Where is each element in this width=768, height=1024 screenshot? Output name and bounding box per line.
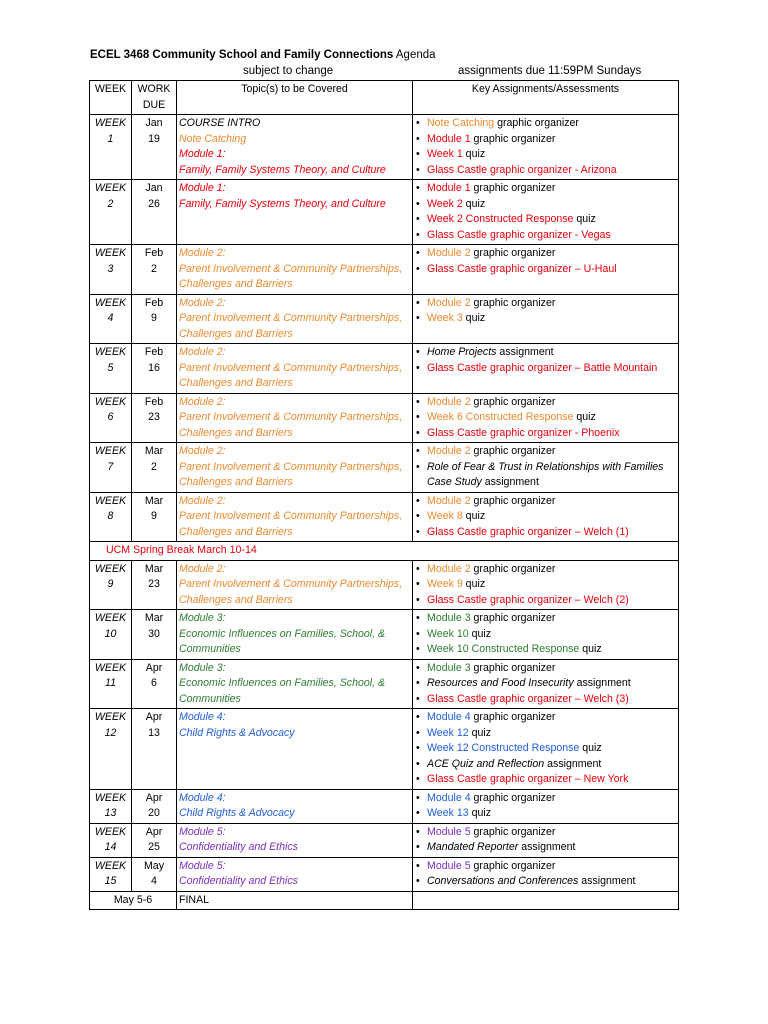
topic-line: Module 4: xyxy=(179,791,226,804)
assignment-list xyxy=(415,181,676,243)
assignment-text: Conversations and Conferences xyxy=(427,875,579,887)
assignment-text: Module 1 xyxy=(427,132,471,145)
assignment-item xyxy=(415,444,676,460)
due-month: Mar xyxy=(144,562,164,575)
table-header-row xyxy=(90,81,679,115)
assignment-text: graphic organizer xyxy=(470,791,556,804)
assignment-text: Module 3 xyxy=(427,612,471,624)
week-cell: WEEK 3 xyxy=(90,245,132,295)
due-month: Apr xyxy=(145,791,163,804)
work-due-cell xyxy=(132,823,177,857)
assignment-list xyxy=(415,710,676,788)
topic-line: Module 5: xyxy=(179,859,226,872)
assignment-text: Module 2 xyxy=(427,445,471,457)
assignment-list xyxy=(415,562,676,609)
work-due-cell xyxy=(132,492,177,542)
week-cell: WEEK 10 xyxy=(90,610,132,660)
topic-line: Parent Involvement & Community Partnerships, xyxy=(179,262,403,275)
assignment-text: Glass Castle graphic organizer – New York xyxy=(427,773,629,785)
assignment-item xyxy=(415,825,676,841)
assignment-text: Module 2 xyxy=(427,562,471,575)
week-cell: WEEK 6 xyxy=(90,393,132,443)
work-due-cell xyxy=(132,245,177,295)
table-row xyxy=(90,492,679,542)
table-body xyxy=(90,115,679,910)
due-month: Jan xyxy=(145,117,163,129)
assignment-item xyxy=(415,494,676,510)
assignment-list xyxy=(415,825,676,856)
topic-line: Child Rights & Advocacy xyxy=(179,726,295,739)
assignment-text: quiz xyxy=(579,742,602,754)
assignment-item xyxy=(415,741,676,757)
work-due-cell xyxy=(132,610,177,660)
assignment-text: graphic organizer xyxy=(470,711,556,723)
assignments-cell xyxy=(413,344,679,394)
col-header-topics: Topic(s) to be Covered xyxy=(177,81,413,115)
assignment-text: Week 6 Constructed Response xyxy=(427,411,574,423)
assignments-cell xyxy=(413,443,679,493)
final-assignments-cell xyxy=(413,891,679,910)
subtitle-right: assignments due 11:59PM Sundays xyxy=(458,65,642,77)
assignment-item xyxy=(415,642,676,658)
assignment-text: Glass Castle graphic organizer – Welch (2) xyxy=(427,593,629,606)
assignment-text: Glass Castle graphic organizer – U-Haul xyxy=(427,262,617,275)
week-cell: WEEK 2 xyxy=(90,180,132,245)
week-cell: WEEK 12 xyxy=(90,709,132,790)
assignment-text: quiz xyxy=(573,213,596,225)
assignment-text: quiz xyxy=(462,510,486,522)
topics-cell xyxy=(177,344,413,394)
assignment-item xyxy=(415,791,676,807)
due-month: Mar xyxy=(144,445,164,457)
assignment-text: Week 12 xyxy=(427,726,469,739)
due-month: Feb xyxy=(144,346,164,358)
agenda-table xyxy=(89,80,679,910)
assignment-text: Module 5 xyxy=(427,859,471,872)
topic-line: Module 3: xyxy=(179,661,226,674)
assignment-text: graphic organizer xyxy=(470,612,556,624)
topics-cell xyxy=(177,180,413,245)
assignment-item xyxy=(415,262,676,278)
assignment-item xyxy=(415,181,676,197)
work-due-cell xyxy=(132,393,177,443)
topic-line: Confidentiality and Ethics xyxy=(179,875,298,887)
assignment-item xyxy=(415,410,676,426)
assignment-text: graphic organizer xyxy=(470,661,556,674)
assignments-cell xyxy=(413,393,679,443)
topics-cell xyxy=(177,823,413,857)
topic-line: Parent Involvement & Community Partnerships, xyxy=(179,578,403,590)
table-row xyxy=(90,294,679,344)
due-day: 6 xyxy=(151,677,157,689)
assignment-item xyxy=(415,757,676,773)
week-cell: WEEK 9 xyxy=(90,560,132,610)
topics-cell xyxy=(177,857,413,891)
assignment-text: quiz xyxy=(468,807,492,819)
assignments-cell xyxy=(413,560,679,610)
assignment-text: graphic organizer xyxy=(494,117,579,129)
due-day: 23 xyxy=(148,578,160,590)
table-row xyxy=(90,115,679,180)
assignment-text: assignment xyxy=(578,875,636,887)
title-bold: ECEL 3468 Community School and Family Connections xyxy=(90,49,394,61)
work-due-cell xyxy=(132,560,177,610)
assignment-item xyxy=(415,395,676,411)
table-row xyxy=(90,823,679,857)
topic-line: Module 2: xyxy=(179,562,226,575)
work-due-cell xyxy=(132,115,177,180)
col-header-work-due: WORK DUE xyxy=(132,81,177,115)
topic-line: Parent Involvement & Community Partnerships, xyxy=(179,460,403,473)
topic-line: Family, Family Systems Theory, and Culture xyxy=(179,197,386,210)
assignments-cell xyxy=(413,115,679,180)
assignment-text: Module 2 xyxy=(427,395,471,408)
due-day: 16 xyxy=(148,361,160,374)
subtitle-left: subject to change xyxy=(243,65,334,77)
assignment-text: graphic organizer xyxy=(470,562,556,575)
assignment-text: Glass Castle graphic organizer - Vegas xyxy=(427,228,611,241)
assignment-text: Glass Castle graphic organizer - Arizona xyxy=(427,163,617,176)
document-header xyxy=(90,47,680,79)
topic-line: Module 2: xyxy=(179,445,226,457)
assignment-text: Module 3 xyxy=(427,661,471,674)
due-month: Feb xyxy=(144,247,164,259)
topics-cell xyxy=(177,294,413,344)
assignment-text: quiz xyxy=(468,627,492,640)
topics-cell xyxy=(177,115,413,180)
assignment-text: Glass Castle graphic organizer – Welch (3) xyxy=(427,692,629,705)
topic-line: Module 3: xyxy=(179,612,226,624)
week-cell: WEEK 1 xyxy=(90,115,132,180)
due-day: 9 xyxy=(151,510,157,522)
assignment-text: Module 2 xyxy=(427,247,471,259)
assignment-text: assignment xyxy=(518,841,576,853)
topic-line: Note Catching xyxy=(179,132,247,145)
assignment-text: Home Projects xyxy=(427,346,497,358)
work-due-cell xyxy=(132,344,177,394)
due-month: May xyxy=(143,859,164,872)
table-row xyxy=(90,393,679,443)
assignment-item xyxy=(415,874,676,890)
due-day: 9 xyxy=(151,312,157,324)
assignment-list xyxy=(415,611,676,658)
topic-line: Module 1: xyxy=(179,182,226,194)
assignment-text: Mandated Reporter xyxy=(427,841,519,853)
assignment-list xyxy=(415,345,676,376)
final-date: May 5-6 xyxy=(90,891,177,910)
week-cell: WEEK 14 xyxy=(90,823,132,857)
topic-line: Child Rights & Advocacy xyxy=(179,807,295,819)
table-row xyxy=(90,659,679,709)
table-row xyxy=(90,443,679,493)
due-day: 4 xyxy=(151,875,157,887)
due-day: 2 xyxy=(151,460,157,473)
assignment-text: ACE Quiz and Reflection xyxy=(427,757,545,770)
assignment-list xyxy=(415,444,676,491)
topics-cell xyxy=(177,245,413,295)
topics-cell xyxy=(177,560,413,610)
assignment-item xyxy=(415,661,676,677)
assignment-item xyxy=(415,806,676,822)
assignments-cell xyxy=(413,610,679,660)
assignment-text: Week 1 xyxy=(427,148,463,160)
topic-line: Parent Involvement & Community Partnerships, xyxy=(179,411,403,423)
assignment-text: Note Catching xyxy=(427,117,495,129)
assignment-text: Glass Castle graphic organizer – Battle Mountain xyxy=(427,361,658,374)
assignment-text: quiz xyxy=(573,411,596,423)
assignment-item xyxy=(415,692,676,708)
work-due-cell xyxy=(132,857,177,891)
topics-cell xyxy=(177,709,413,790)
due-day: 30 xyxy=(148,627,160,640)
due-day: 13 xyxy=(148,726,160,739)
table-row xyxy=(90,245,679,295)
topic-line: Challenges and Barriers xyxy=(179,327,293,340)
topic-line: Challenges and Barriers xyxy=(179,278,293,290)
col-header-assignments: Key Assignments/Assessments xyxy=(413,81,679,115)
topics-cell xyxy=(177,393,413,443)
assignments-cell xyxy=(413,659,679,709)
assignments-cell xyxy=(413,823,679,857)
assignment-list xyxy=(415,246,676,277)
topic-line: Module 5: xyxy=(179,825,226,838)
topic-line: Challenges and Barriers xyxy=(179,525,293,538)
assignment-item xyxy=(415,460,676,491)
topic-line: Family, Family Systems Theory, and Culture xyxy=(179,163,386,176)
topics-cell xyxy=(177,443,413,493)
assignment-text: graphic organizer xyxy=(470,182,556,194)
assignments-cell xyxy=(413,789,679,823)
topic-line: Challenges and Barriers xyxy=(179,426,293,439)
assignment-text: assignment xyxy=(573,677,631,689)
assignment-item xyxy=(415,163,676,179)
assignment-text: Module 2 xyxy=(427,296,471,309)
assignment-text: graphic organizer xyxy=(470,296,556,309)
col-header-week: WEEK xyxy=(90,81,132,115)
due-month: Apr xyxy=(145,825,163,838)
assignment-item xyxy=(415,577,676,593)
assignment-text: graphic organizer xyxy=(470,825,556,838)
assignment-item xyxy=(415,147,676,163)
due-month: Apr xyxy=(145,661,163,674)
assignment-item xyxy=(415,132,676,148)
assignment-text: assignment xyxy=(481,476,539,488)
topic-line: Module 2: xyxy=(179,247,226,259)
assignment-text: Module 4 xyxy=(427,791,471,804)
topic-line: Module 2: xyxy=(179,494,226,507)
assignment-text: assignment xyxy=(544,757,602,770)
assignment-text: Module 1 xyxy=(427,182,471,194)
week-cell: WEEK 5 xyxy=(90,344,132,394)
assignment-item xyxy=(415,525,676,541)
work-due-cell xyxy=(132,709,177,790)
work-due-cell xyxy=(132,294,177,344)
topic-line: Module 2: xyxy=(179,296,226,309)
topics-cell xyxy=(177,610,413,660)
week-cell: WEEK 8 xyxy=(90,492,132,542)
assignment-item xyxy=(415,197,676,213)
assignment-text: Week 10 xyxy=(427,627,469,640)
assignment-text: Glass Castle graphic organizer – Welch (1) xyxy=(427,525,629,538)
table-row xyxy=(90,610,679,660)
topic-line: COURSE INTRO xyxy=(179,117,261,129)
assignment-item xyxy=(415,859,676,875)
assignment-item xyxy=(415,676,676,692)
assignment-text: Week 13 xyxy=(427,807,469,819)
assignment-text: quiz xyxy=(579,643,602,655)
topics-cell xyxy=(177,789,413,823)
due-month: Feb xyxy=(144,296,164,309)
assignments-cell xyxy=(413,180,679,245)
table-row xyxy=(90,560,679,610)
work-due-cell xyxy=(132,659,177,709)
week-cell: WEEK 13 xyxy=(90,789,132,823)
assignment-text: Week 9 xyxy=(427,578,463,590)
assignment-text: Role of Fear & Trust in Relationships with Families Case Study xyxy=(427,460,664,488)
topics-cell xyxy=(177,492,413,542)
assignment-text: Resources and Food Insecurity xyxy=(427,677,574,689)
due-day: 19 xyxy=(148,132,160,145)
topic-line: Confidentiality and Ethics xyxy=(179,841,298,853)
due-month: Feb xyxy=(144,395,164,408)
due-month: Jan xyxy=(145,182,163,194)
assignment-text: graphic organizer xyxy=(470,445,556,457)
topic-line: Challenges and Barriers xyxy=(179,476,293,488)
assignment-list xyxy=(415,859,676,890)
table-row xyxy=(90,709,679,790)
topics-cell xyxy=(177,659,413,709)
due-month: Mar xyxy=(144,612,164,624)
assignment-item xyxy=(415,296,676,312)
assignment-text: Week 10 Constructed Response xyxy=(427,643,580,655)
topic-line: Parent Involvement & Community Partnerships, xyxy=(179,510,403,522)
assignments-cell xyxy=(413,857,679,891)
assignment-text: quiz xyxy=(462,148,486,160)
due-day: 23 xyxy=(148,411,160,423)
topic-line: Module 2: xyxy=(179,395,226,408)
assignment-item xyxy=(415,228,676,244)
document-title xyxy=(90,47,680,63)
work-due-cell xyxy=(132,180,177,245)
assignment-text: Module 5 xyxy=(427,825,471,838)
assignment-item xyxy=(415,246,676,262)
assignment-text: Week 12 Constructed Response xyxy=(427,742,580,754)
assignment-list xyxy=(415,395,676,442)
assignment-text: Glass Castle graphic organizer - Phoenix xyxy=(427,426,620,439)
assignment-text: Module 2 xyxy=(427,494,471,507)
assignment-text: quiz xyxy=(462,197,486,210)
assignment-item xyxy=(415,361,676,377)
assignment-item xyxy=(415,311,676,327)
topic-line: Challenges and Barriers xyxy=(179,593,293,606)
work-due-cell xyxy=(132,443,177,493)
assignment-item xyxy=(415,345,676,361)
assignments-cell xyxy=(413,709,679,790)
topic-line: Module 2: xyxy=(179,346,226,358)
assignment-text: Week 3 xyxy=(427,312,463,324)
assignment-item xyxy=(415,840,676,856)
topic-line: Economic Influences on Families, School, & xyxy=(179,627,386,640)
topic-line: Challenges and Barriers xyxy=(179,377,293,389)
topic-line: Parent Involvement & Community Partnerships, xyxy=(179,312,403,324)
assignment-text: Week 2 xyxy=(427,197,463,210)
assignment-list xyxy=(415,661,676,708)
table-row xyxy=(90,789,679,823)
due-month: Apr xyxy=(145,711,163,723)
assignment-text: Week 2 Constructed Response xyxy=(427,213,574,225)
assignment-text: Week 8 xyxy=(427,510,463,522)
due-day: 25 xyxy=(148,841,160,853)
week-cell: WEEK 15 xyxy=(90,857,132,891)
topic-line: Module 4: xyxy=(179,711,226,723)
assignment-item xyxy=(415,562,676,578)
assignment-list xyxy=(415,296,676,327)
assignment-text: graphic organizer xyxy=(470,395,556,408)
assignment-text: graphic organizer xyxy=(470,247,556,259)
assignment-text: quiz xyxy=(462,312,486,324)
week-cell: WEEK 7 xyxy=(90,443,132,493)
assignment-list xyxy=(415,494,676,541)
assignment-text: quiz xyxy=(468,726,492,739)
assignment-text: graphic organizer xyxy=(470,132,556,145)
topic-line: Module 1: xyxy=(179,148,226,160)
assignment-item xyxy=(415,116,676,132)
assignment-text: quiz xyxy=(462,578,486,590)
topic-line: Communities xyxy=(179,692,241,705)
week-cell: WEEK 4 xyxy=(90,294,132,344)
final-label: FINAL xyxy=(177,891,413,910)
spring-break-label: UCM Spring Break March 10-14 xyxy=(90,542,679,561)
assignment-list xyxy=(415,116,676,178)
assignment-item xyxy=(415,593,676,609)
table-row xyxy=(90,344,679,394)
assignment-item xyxy=(415,611,676,627)
due-day: 26 xyxy=(148,197,160,210)
assignments-cell xyxy=(413,492,679,542)
spring-break-row xyxy=(90,542,679,561)
final-exam-row xyxy=(90,891,679,910)
assignment-list xyxy=(415,791,676,822)
assignment-item xyxy=(415,627,676,643)
week-cell: WEEK 11 xyxy=(90,659,132,709)
topic-line: Communities xyxy=(179,643,241,655)
assignment-item xyxy=(415,426,676,442)
table-row xyxy=(90,857,679,891)
due-month: Mar xyxy=(144,494,164,507)
assignment-text: Module 4 xyxy=(427,711,471,723)
assignment-text: graphic organizer xyxy=(470,494,556,507)
assignment-text: assignment xyxy=(496,346,554,358)
assignment-item xyxy=(415,212,676,228)
assignments-cell xyxy=(413,245,679,295)
assignments-cell xyxy=(413,294,679,344)
topic-line: Economic Influences on Families, School, & xyxy=(179,677,386,689)
assignment-item xyxy=(415,710,676,726)
assignment-item xyxy=(415,772,676,788)
assignment-text: graphic organizer xyxy=(470,859,556,872)
work-due-cell xyxy=(132,789,177,823)
title-rest: Agenda xyxy=(393,49,436,61)
topic-line: Parent Involvement & Community Partnerships, xyxy=(179,361,403,374)
table-row xyxy=(90,180,679,245)
due-day: 20 xyxy=(148,807,160,819)
due-day: 2 xyxy=(151,262,157,275)
assignment-item xyxy=(415,726,676,742)
assignment-item xyxy=(415,509,676,525)
